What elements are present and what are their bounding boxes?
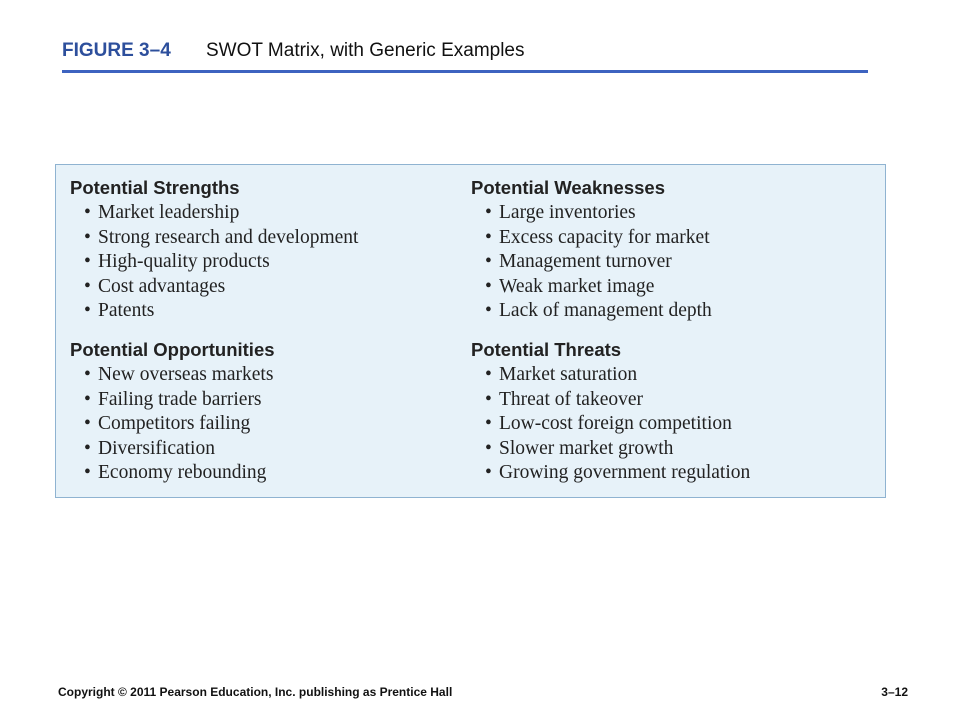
bullet-icon: •	[84, 202, 91, 223]
list-item-text: Failing trade barriers	[98, 388, 262, 410]
list-item-text: Market saturation	[499, 364, 638, 385]
strengths-quadrant	[70, 175, 470, 324]
list-item	[485, 226, 871, 251]
bullet-icon: •	[84, 388, 91, 410]
list-item-text: High-quality products	[98, 251, 270, 273]
list-item	[84, 363, 470, 388]
list-item	[485, 250, 871, 275]
list-item	[485, 461, 871, 486]
bullet-icon: •	[84, 364, 91, 385]
bullet-icon: •	[485, 226, 492, 248]
list-item	[84, 201, 470, 226]
swot-matrix	[55, 164, 886, 498]
opportunities-heading: Potential Opportunities	[70, 339, 275, 360]
list-item-text: Threat of takeover	[499, 388, 644, 410]
strengths-list	[70, 201, 470, 324]
bullet-icon: •	[485, 364, 492, 385]
list-item-text: Management turnover	[499, 251, 672, 273]
bullet-icon: •	[84, 437, 91, 459]
list-item-text: Patents	[98, 300, 155, 322]
threats-quadrant	[471, 337, 871, 486]
list-item	[84, 412, 470, 437]
list-item	[84, 250, 470, 275]
bullet-icon: •	[84, 275, 91, 297]
list-item	[84, 388, 470, 413]
bullet-icon: •	[485, 251, 492, 273]
bullet-icon: •	[84, 300, 91, 322]
list-item-text: New overseas markets	[98, 364, 274, 385]
list-item-text: Weak market image	[499, 275, 655, 297]
list-item-text: Lack of management depth	[499, 300, 712, 322]
opportunities-quadrant	[70, 337, 470, 486]
weaknesses-heading: Potential Weaknesses	[471, 177, 665, 198]
slide-header	[62, 40, 868, 74]
figure-label: FIGURE 3–4	[62, 40, 171, 61]
bullet-icon: •	[84, 413, 91, 435]
list-item-text: Strong research and development	[98, 226, 359, 248]
list-item	[485, 363, 871, 388]
copyright-notice: Copyright © 2011 Pearson Education, Inc. publishing as Prentice Hall	[58, 685, 453, 699]
list-item	[485, 201, 871, 226]
list-item	[485, 299, 871, 324]
strengths-heading: Potential Strengths	[70, 177, 240, 198]
opportunities-list	[70, 363, 470, 486]
bullet-icon: •	[485, 202, 492, 223]
bullet-icon: •	[485, 437, 492, 459]
threats-heading: Potential Threats	[471, 339, 622, 360]
list-item	[485, 437, 871, 462]
list-item	[84, 226, 470, 251]
bullet-icon: •	[84, 462, 91, 484]
bullet-icon: •	[485, 462, 492, 484]
figure-title: SWOT Matrix, with Generic Examples	[206, 40, 525, 61]
list-item	[84, 275, 470, 300]
list-item-text: Cost advantages	[98, 275, 226, 297]
bullet-icon: •	[485, 388, 492, 410]
list-item	[485, 388, 871, 413]
weaknesses-quadrant	[471, 175, 871, 324]
list-item-text: Large inventories	[499, 202, 636, 223]
list-item	[84, 437, 470, 462]
list-item	[485, 412, 871, 437]
bullet-icon: •	[485, 413, 492, 435]
list-item-text: Excess capacity for market	[499, 226, 710, 248]
list-item	[84, 461, 470, 486]
list-item-text: Diversification	[98, 437, 215, 459]
bullet-icon: •	[485, 300, 492, 322]
list-item-text: Market leadership	[98, 202, 240, 223]
weaknesses-list	[471, 201, 871, 324]
list-item	[84, 299, 470, 324]
list-item-text: Slower market growth	[499, 437, 674, 459]
list-item-text: Economy rebounding	[98, 462, 267, 484]
list-item	[485, 275, 871, 300]
threats-list	[471, 363, 871, 486]
page-number: 3–12	[881, 685, 908, 699]
bullet-icon: •	[84, 251, 91, 273]
list-item-text: Low-cost foreign competition	[499, 413, 732, 435]
bullet-icon: •	[485, 275, 492, 297]
bullet-icon: •	[84, 226, 91, 248]
list-item-text: Competitors failing	[98, 413, 251, 435]
header-divider	[62, 70, 868, 73]
list-item-text: Growing government regulation	[499, 462, 751, 484]
